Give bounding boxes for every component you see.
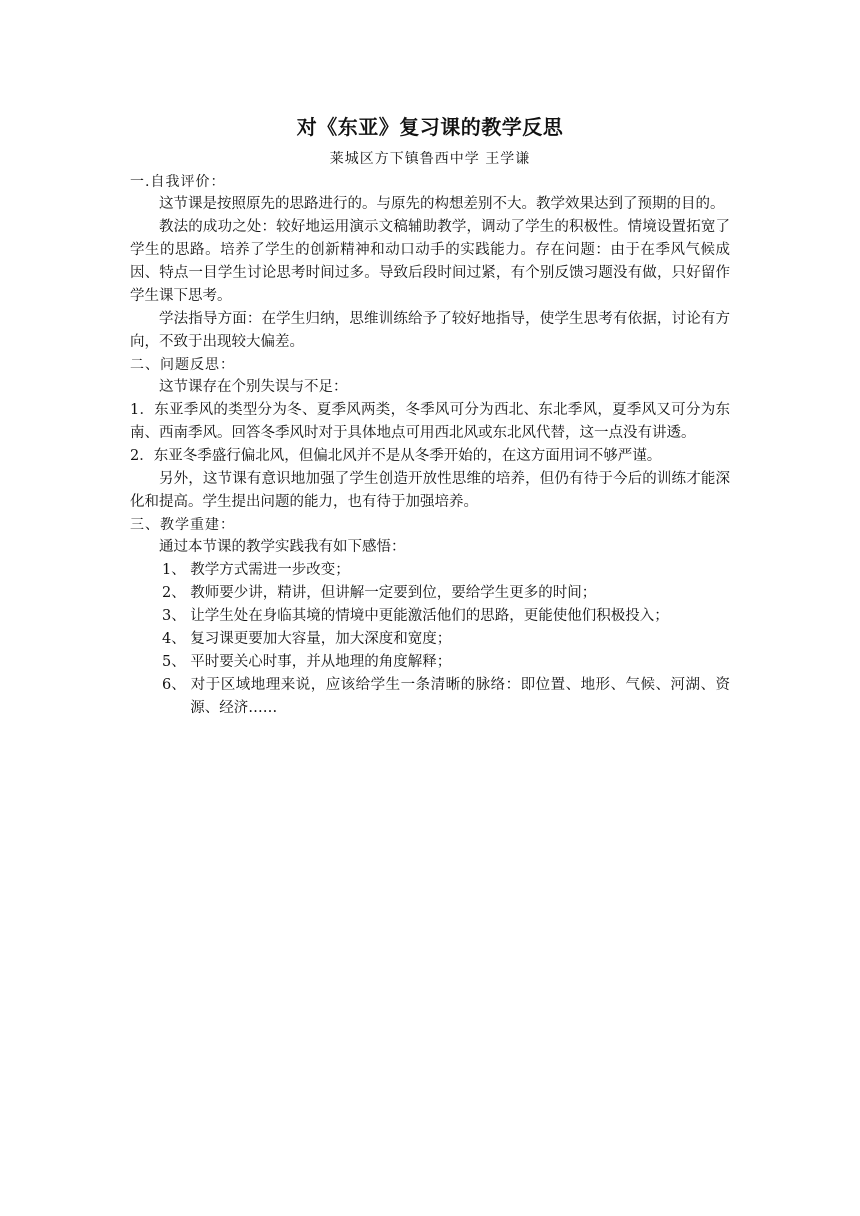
page-title: 对《东亚》复习课的教学反思 xyxy=(296,115,564,139)
list-item xyxy=(162,559,730,582)
list-text: 教学方式需进一步改变； xyxy=(190,562,350,578)
list-item xyxy=(162,605,730,628)
list-item xyxy=(162,651,730,674)
paragraph: 通过本节课的教学实践我有如下感悟： xyxy=(159,539,406,555)
list-number: 1、 xyxy=(162,562,186,578)
list-number: 2、 xyxy=(162,585,186,601)
list-number: 3、 xyxy=(162,608,186,624)
paragraph: 教法的成功之处：较好地运用演示文稿辅助教学，调动了学生的积极性。情境设置拓宽了学生的思路。培养了学生的创新精神和动口动手的实践能力。存在问题：由于在季风气候成因、特点一目学生讨论思考时间过多。导致后段时间过紧，有个别反馈习题没有做，只好留作学生课下思考。 xyxy=(130,219,730,304)
section-heading-reflection: 二、问题反思： xyxy=(130,357,235,373)
document-page xyxy=(130,112,730,720)
list-number: 5、 xyxy=(162,654,186,670)
numbered-paragraph: 1．东亚季风的类型分为冬、夏季风两类，冬季风可分为西北、东北季风，夏季风又可分为东南、西南季风。回答冬季风时对于具体地点可用西北风或东北风代替，这一点没有讲透。 xyxy=(130,402,730,441)
section-heading-self-evaluation: 一.自我评价： xyxy=(130,174,226,190)
author-byline: 莱城区方下镇鲁西中学 王学谦 xyxy=(329,151,531,167)
section-heading-rebuild: 三、教学重建： xyxy=(130,517,235,533)
list-text: 复习课更要加大容量，加大深度和宽度； xyxy=(190,631,452,647)
list-item xyxy=(162,674,730,720)
list-text: 对于区域地理来说，应该给学生一条清晰的脉络：即位置、地形、气候、河湖、资源、经济…… xyxy=(190,677,730,716)
list-number: 6、 xyxy=(162,677,186,693)
list-text: 平时要关心时事，并从地理的角度解释； xyxy=(190,654,452,670)
list-number: 4、 xyxy=(162,631,186,647)
list-text: 教师要少讲，精讲，但讲解一定要到位，要给学生更多的时间； xyxy=(190,585,597,601)
list-text: 让学生处在身临其境的情境中更能激活他们的思路，更能使他们积极投入； xyxy=(190,608,669,624)
list-item xyxy=(162,628,730,651)
lesson-list xyxy=(130,559,730,720)
paragraph: 这节课是按照原先的思路进行的。与原先的构想差别不大。教学效果达到了预期的目的。 xyxy=(159,196,725,212)
paragraph: 学法指导方面：在学生归纳，思维训练给予了较好地指导，使学生思考有依据，讨论有方向，不致于出现较大偏差。 xyxy=(130,311,730,350)
list-item xyxy=(162,582,730,605)
numbered-paragraph: 2．东亚冬季盛行偏北风，但偏北风并不是从冬季开始的，在这方面用词不够严谨。 xyxy=(130,448,662,464)
paragraph: 这节课存在个别失误与不足： xyxy=(159,379,348,395)
paragraph: 另外，这节课有意识地加强了学生创造开放性思维的培养，但仍有待于今后的训练才能深化和提高。学生提出问题的能力，也有待于加强培养。 xyxy=(130,471,730,510)
